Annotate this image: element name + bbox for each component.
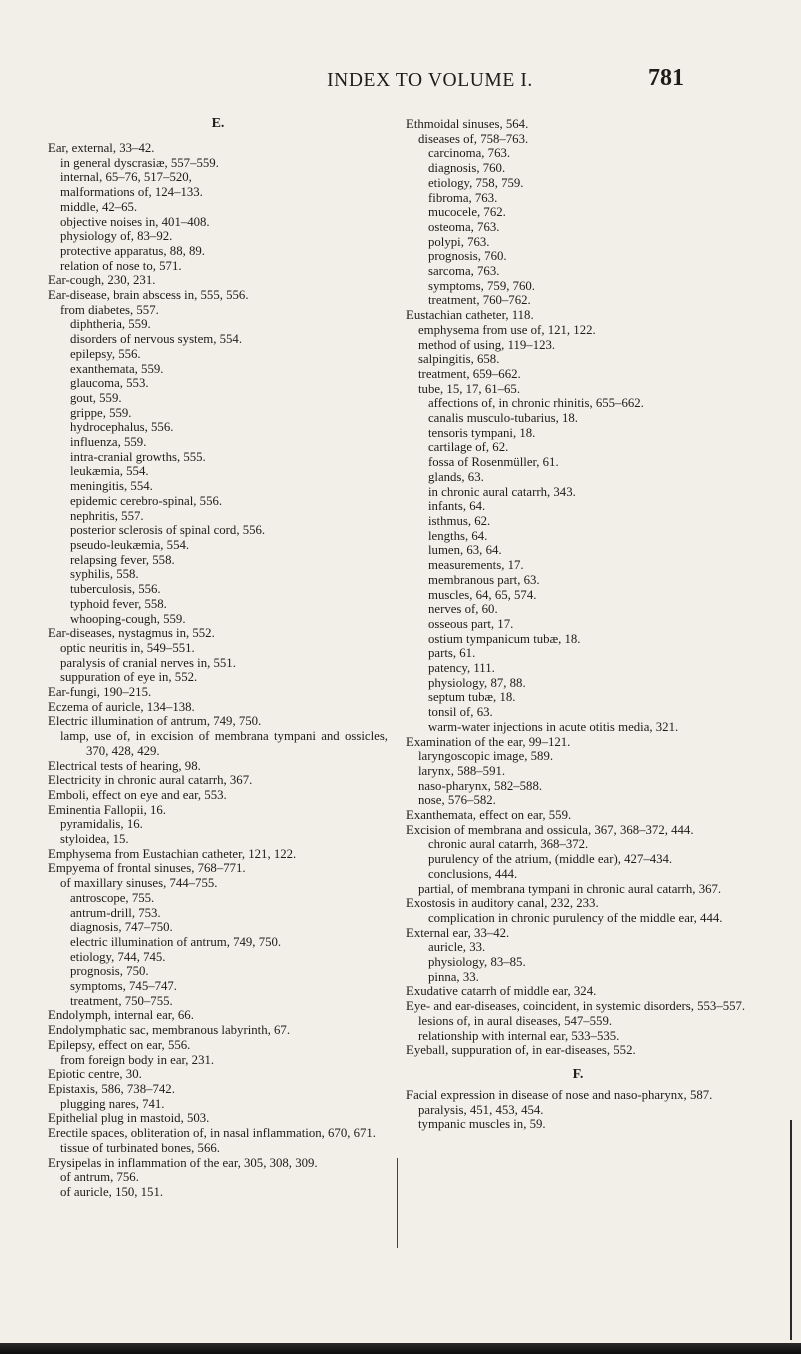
index-subentry: protective apparatus, 88, 89.: [60, 243, 205, 258]
index-entry: Facial expression in disease of nose and naso-pharynx, 587.: [406, 1088, 713, 1102]
index-subentry: cartilage of, 62.: [428, 440, 509, 455]
index-entry: Electric illumination of antrum, 749, 750.: [48, 714, 262, 729]
index-subentry: etiology, 744, 745.: [70, 949, 166, 964]
index-entry: Ear-diseases, nystagmus in, 552.: [48, 626, 215, 641]
index-subentry: optic neuritis in, 549–551.: [60, 640, 195, 655]
index-subentry: syphilis, 558.: [70, 567, 139, 582]
index-entry: Electricity in chronic aural catarrh, 367.: [48, 773, 253, 788]
index-letter-heading: F.: [572, 1067, 584, 1082]
index-subentry: electric illumination of antrum, 749, 750.: [70, 934, 282, 949]
index-subentry: symptoms, 759, 760.: [428, 278, 536, 293]
index-entry: Emphysema from Eustachian catheter, 121, 122.: [48, 846, 297, 861]
index-subentry: physiology of, 83–92.: [60, 229, 173, 244]
index-subentry: objective noises in, 401–408.: [60, 214, 210, 229]
index-subentry: tuberculosis, 556.: [70, 582, 161, 597]
page-edge-shadow: [790, 1120, 792, 1340]
index-subentry: epilepsy, 556.: [70, 346, 141, 361]
index-subentry: pseudo-leukæmia, 554.: [70, 537, 190, 552]
index-subentry: relapsing fever, 558.: [70, 552, 175, 567]
index-entry: Eyeball, suppuration of, in ear-diseases, 552.: [406, 1043, 636, 1058]
index-subentry: canalis musculo-tubarius, 18.: [428, 411, 578, 426]
index-subentry: from diabetes, 557.: [60, 302, 159, 317]
index-entry: Epiotic centre, 30.: [48, 1067, 142, 1082]
index-entry: Erectile spaces, obliteration of, in nasal inflammation, 670, 671.: [48, 1126, 377, 1141]
index-subentry: sarcoma, 763.: [428, 264, 500, 279]
index-subentry: typhoid fever, 558.: [70, 596, 167, 611]
index-subentry: muscles, 64, 65, 574.: [428, 587, 537, 602]
index-subentry: diseases of, 758–763.: [418, 131, 529, 146]
index-subentry: antrum-drill, 753.: [70, 905, 161, 920]
index-subentry: carcinoma, 763.: [428, 146, 511, 161]
index-subentry: patency, 111.: [428, 661, 495, 676]
index-subentry: treatment, 760–762.: [428, 293, 531, 308]
index-subentry: isthmus, 62.: [428, 513, 491, 528]
index-subentry: complication in chronic purulency of the middle ear, 444.: [428, 910, 723, 925]
index-subentry: posterior sclerosis of spinal cord, 556.: [70, 523, 266, 538]
index-subentry: grippe, 559.: [70, 405, 132, 420]
index-entry: Exanthemata, effect on ear, 559.: [406, 808, 572, 823]
index-subentry: tympanic muscles in, 59.: [418, 1117, 546, 1132]
index-subentry: salpingitis, 658.: [418, 352, 500, 367]
index-entry: Epilepsy, effect on ear, 556.: [48, 1037, 191, 1052]
index-subentry: epidemic cerebro-spinal, 556.: [70, 493, 223, 508]
index-entry: Erysipelas in inflammation of the ear, 305, 308, 309.: [48, 1155, 318, 1170]
index-entry: Endolymphatic sac, membranous labyrinth, 67.: [48, 1023, 291, 1038]
index-entry: Epithelial plug in mastoid, 503.: [48, 1111, 210, 1126]
index-subentry: lesions of, in aural diseases, 547–559.: [418, 1013, 613, 1028]
index-subentry: prognosis, 760.: [428, 249, 507, 264]
index-subentry: glaucoma, 553.: [70, 376, 149, 391]
index-subentry: of antrum, 756.: [60, 1170, 139, 1185]
index-subentry: paralysis of cranial nerves in, 551.: [60, 655, 236, 670]
index-entry: External ear, 33–42.: [406, 925, 510, 940]
index-subentry: membranous part, 63.: [428, 572, 540, 587]
index-column-right: [406, 117, 750, 1132]
index-subentry: relationship with internal ear, 533–535.: [418, 1028, 620, 1043]
index-subentry: lengths, 64.: [428, 528, 488, 543]
index-subentry: styloidea, 15.: [60, 832, 129, 847]
index-subentry: leukæmia, 554.: [70, 464, 149, 479]
index-subentry: ostium tympanicum tubæ, 18.: [428, 631, 581, 646]
index-subentry: mucocele, 762.: [428, 205, 506, 220]
index-subentry: tensoris tympani, 18.: [428, 425, 536, 440]
index-subentry: measurements, 17.: [428, 558, 524, 573]
index-subentry: gout, 559.: [70, 390, 122, 405]
index-subentry: influenza, 559.: [70, 435, 147, 450]
index-subentry: antroscope, 755.: [70, 890, 155, 905]
index-subentry: laryngoscopic image, 589.: [418, 749, 554, 764]
index-subentry: larynx, 588–591.: [418, 763, 506, 778]
index-subentry: infants, 64.: [428, 499, 486, 514]
index-subentry: partial, of membrana tympani in chronic aural catarrh, 367.: [418, 881, 722, 896]
scan-bottom-edge: [0, 1343, 801, 1354]
index-subentry: tube, 15, 17, 61–65.: [418, 381, 521, 396]
page-number: 781: [648, 65, 684, 91]
index-subentry: exanthemata, 559.: [70, 361, 164, 376]
index-subentry: in chronic aural catarrh, 343.: [428, 484, 576, 499]
index-subentry: disorders of nervous system, 554.: [70, 332, 243, 347]
index-column-left: [48, 117, 388, 1200]
index-entry: Emboli, effect on eye and ear, 553.: [48, 787, 227, 802]
index-entry: Ear-cough, 230, 231.: [48, 273, 156, 288]
index-subentry: hydrocephalus, 556.: [70, 420, 174, 435]
index-entry: Eminentia Fallopii, 16.: [48, 802, 167, 817]
index-subentry: in general dyscrasiæ, 557–559.: [60, 155, 219, 170]
index-entry: Ear-fungi, 190–215.: [48, 685, 152, 700]
index-entry: Examination of the ear, 99–121.: [406, 734, 571, 749]
index-entry: Exudative catarrh of middle ear, 324.: [406, 984, 597, 999]
page-header: [0, 65, 801, 100]
index-subentry: diphtheria, 559.: [70, 317, 151, 332]
index-subentry: chronic aural catarrh, 368–372.: [428, 837, 589, 852]
index-subentry: emphysema from use of, 121, 122.: [418, 322, 596, 337]
index-subentry: septum tubæ, 18.: [428, 690, 516, 705]
index-subentry: method of using, 119–123.: [418, 337, 556, 352]
index-subentry: conclusions, 444.: [428, 866, 518, 881]
index-subentry: physiology, 87, 88.: [428, 675, 526, 690]
index-subentry: treatment, 659–662.: [418, 366, 521, 381]
index-subentry: fibroma, 763.: [428, 190, 498, 205]
index-subentry: relation of nose to, 571.: [60, 258, 182, 273]
running-title: INDEX TO VOLUME I.: [327, 70, 533, 91]
index-subentry: prognosis, 750.: [70, 964, 149, 979]
index-entry: Empyema of frontal sinuses, 768–771.: [48, 861, 246, 876]
index-subentry: tissue of turbinated bones, 566.: [60, 1140, 220, 1155]
index-entry: Epistaxis, 586, 738–742.: [48, 1082, 175, 1096]
index-subentry: auricle, 33.: [428, 940, 486, 955]
index-subentry: pinna, 33.: [428, 969, 479, 984]
index-subentry: affections of, in chronic rhinitis, 655–662.: [428, 396, 644, 411]
index-subentry: etiology, 758, 759.: [428, 175, 524, 190]
index-subentry: diagnosis, 760.: [428, 161, 506, 176]
index-subentry: parts, 61.: [428, 646, 476, 661]
index-entry: Eczema of auricle, 134–138.: [48, 699, 195, 714]
index-subentry: physiology, 83–85.: [428, 955, 526, 970]
index-subentry: symptoms, 745–747.: [70, 979, 178, 994]
index-subentry: of auricle, 150, 151.: [60, 1184, 164, 1199]
index-subentry: purulency of the atrium, (middle ear), 427–434.: [428, 852, 673, 867]
index-subentry: fossa of Rosenmüller, 61.: [428, 455, 559, 470]
index-subentry: lamp, use of, in excision of membrana tympani and ossicles, 370, 428, 429.: [60, 729, 388, 758]
index-subentry: diagnosis, 747–750.: [70, 920, 173, 935]
index-subentry: nerves of, 60.: [428, 602, 498, 617]
index-subentry: internal, 65–76, 517–520,: [60, 170, 192, 185]
index-subentry: whooping-cough, 559.: [70, 611, 186, 626]
index-entry: Eustachian catheter, 118.: [406, 308, 534, 323]
index-entry: Ethmoidal sinuses, 564.: [406, 117, 529, 131]
index-subentry: lumen, 63, 64.: [428, 543, 502, 558]
index-subentry: from foreign body in ear, 231.: [60, 1052, 215, 1067]
index-subentry: warm-water injections in acute otitis media, 321.: [428, 719, 679, 734]
index-subentry: osseous part, 17.: [428, 616, 514, 631]
index-subentry: plugging nares, 741.: [60, 1096, 165, 1111]
index-subentry: polypi, 763.: [428, 234, 490, 249]
index-entry: Ear, external, 33–42.: [48, 141, 155, 155]
index-entry: Exostosis in auditory canal, 232, 233.: [406, 896, 599, 911]
index-entry: Endolymph, internal ear, 66.: [48, 1008, 194, 1023]
column-divider: [397, 1158, 398, 1248]
index-entry: Ear-disease, brain abscess in, 555, 556.: [48, 288, 249, 303]
index-subentry: middle, 42–65.: [60, 199, 138, 214]
index-subentry: tonsil of, 63.: [428, 705, 493, 720]
index-subentry: glands, 63.: [428, 469, 484, 484]
index-subentry: treatment, 750–755.: [70, 993, 173, 1008]
index-entry: Electrical tests of hearing, 98.: [48, 758, 201, 773]
index-subentry: intra-cranial growths, 555.: [70, 449, 206, 464]
index-subentry: suppuration of eye in, 552.: [60, 670, 198, 685]
index-subentry: nephritis, 557.: [70, 508, 144, 523]
index-subentry: of maxillary sinuses, 744–755.: [60, 876, 218, 891]
index-subentry: osteoma, 763.: [428, 219, 500, 234]
index-subentry: pyramidalis, 16.: [60, 817, 143, 832]
index-subentry: malformations of, 124–133.: [60, 185, 203, 200]
index-entry: Eye- and ear-diseases, coincident, in systemic disorders, 553–557.: [406, 999, 746, 1014]
index-entry: Excision of membrana and ossicula, 367, 368–372, 444.: [406, 822, 694, 837]
index-subentry: naso-pharynx, 582–588.: [418, 778, 543, 793]
index-letter-heading: E.: [211, 116, 225, 131]
index-subentry: paralysis, 451, 453, 454.: [418, 1102, 544, 1117]
index-subentry: nose, 576–582.: [418, 793, 496, 808]
index-subentry: meningitis, 554.: [70, 479, 153, 494]
